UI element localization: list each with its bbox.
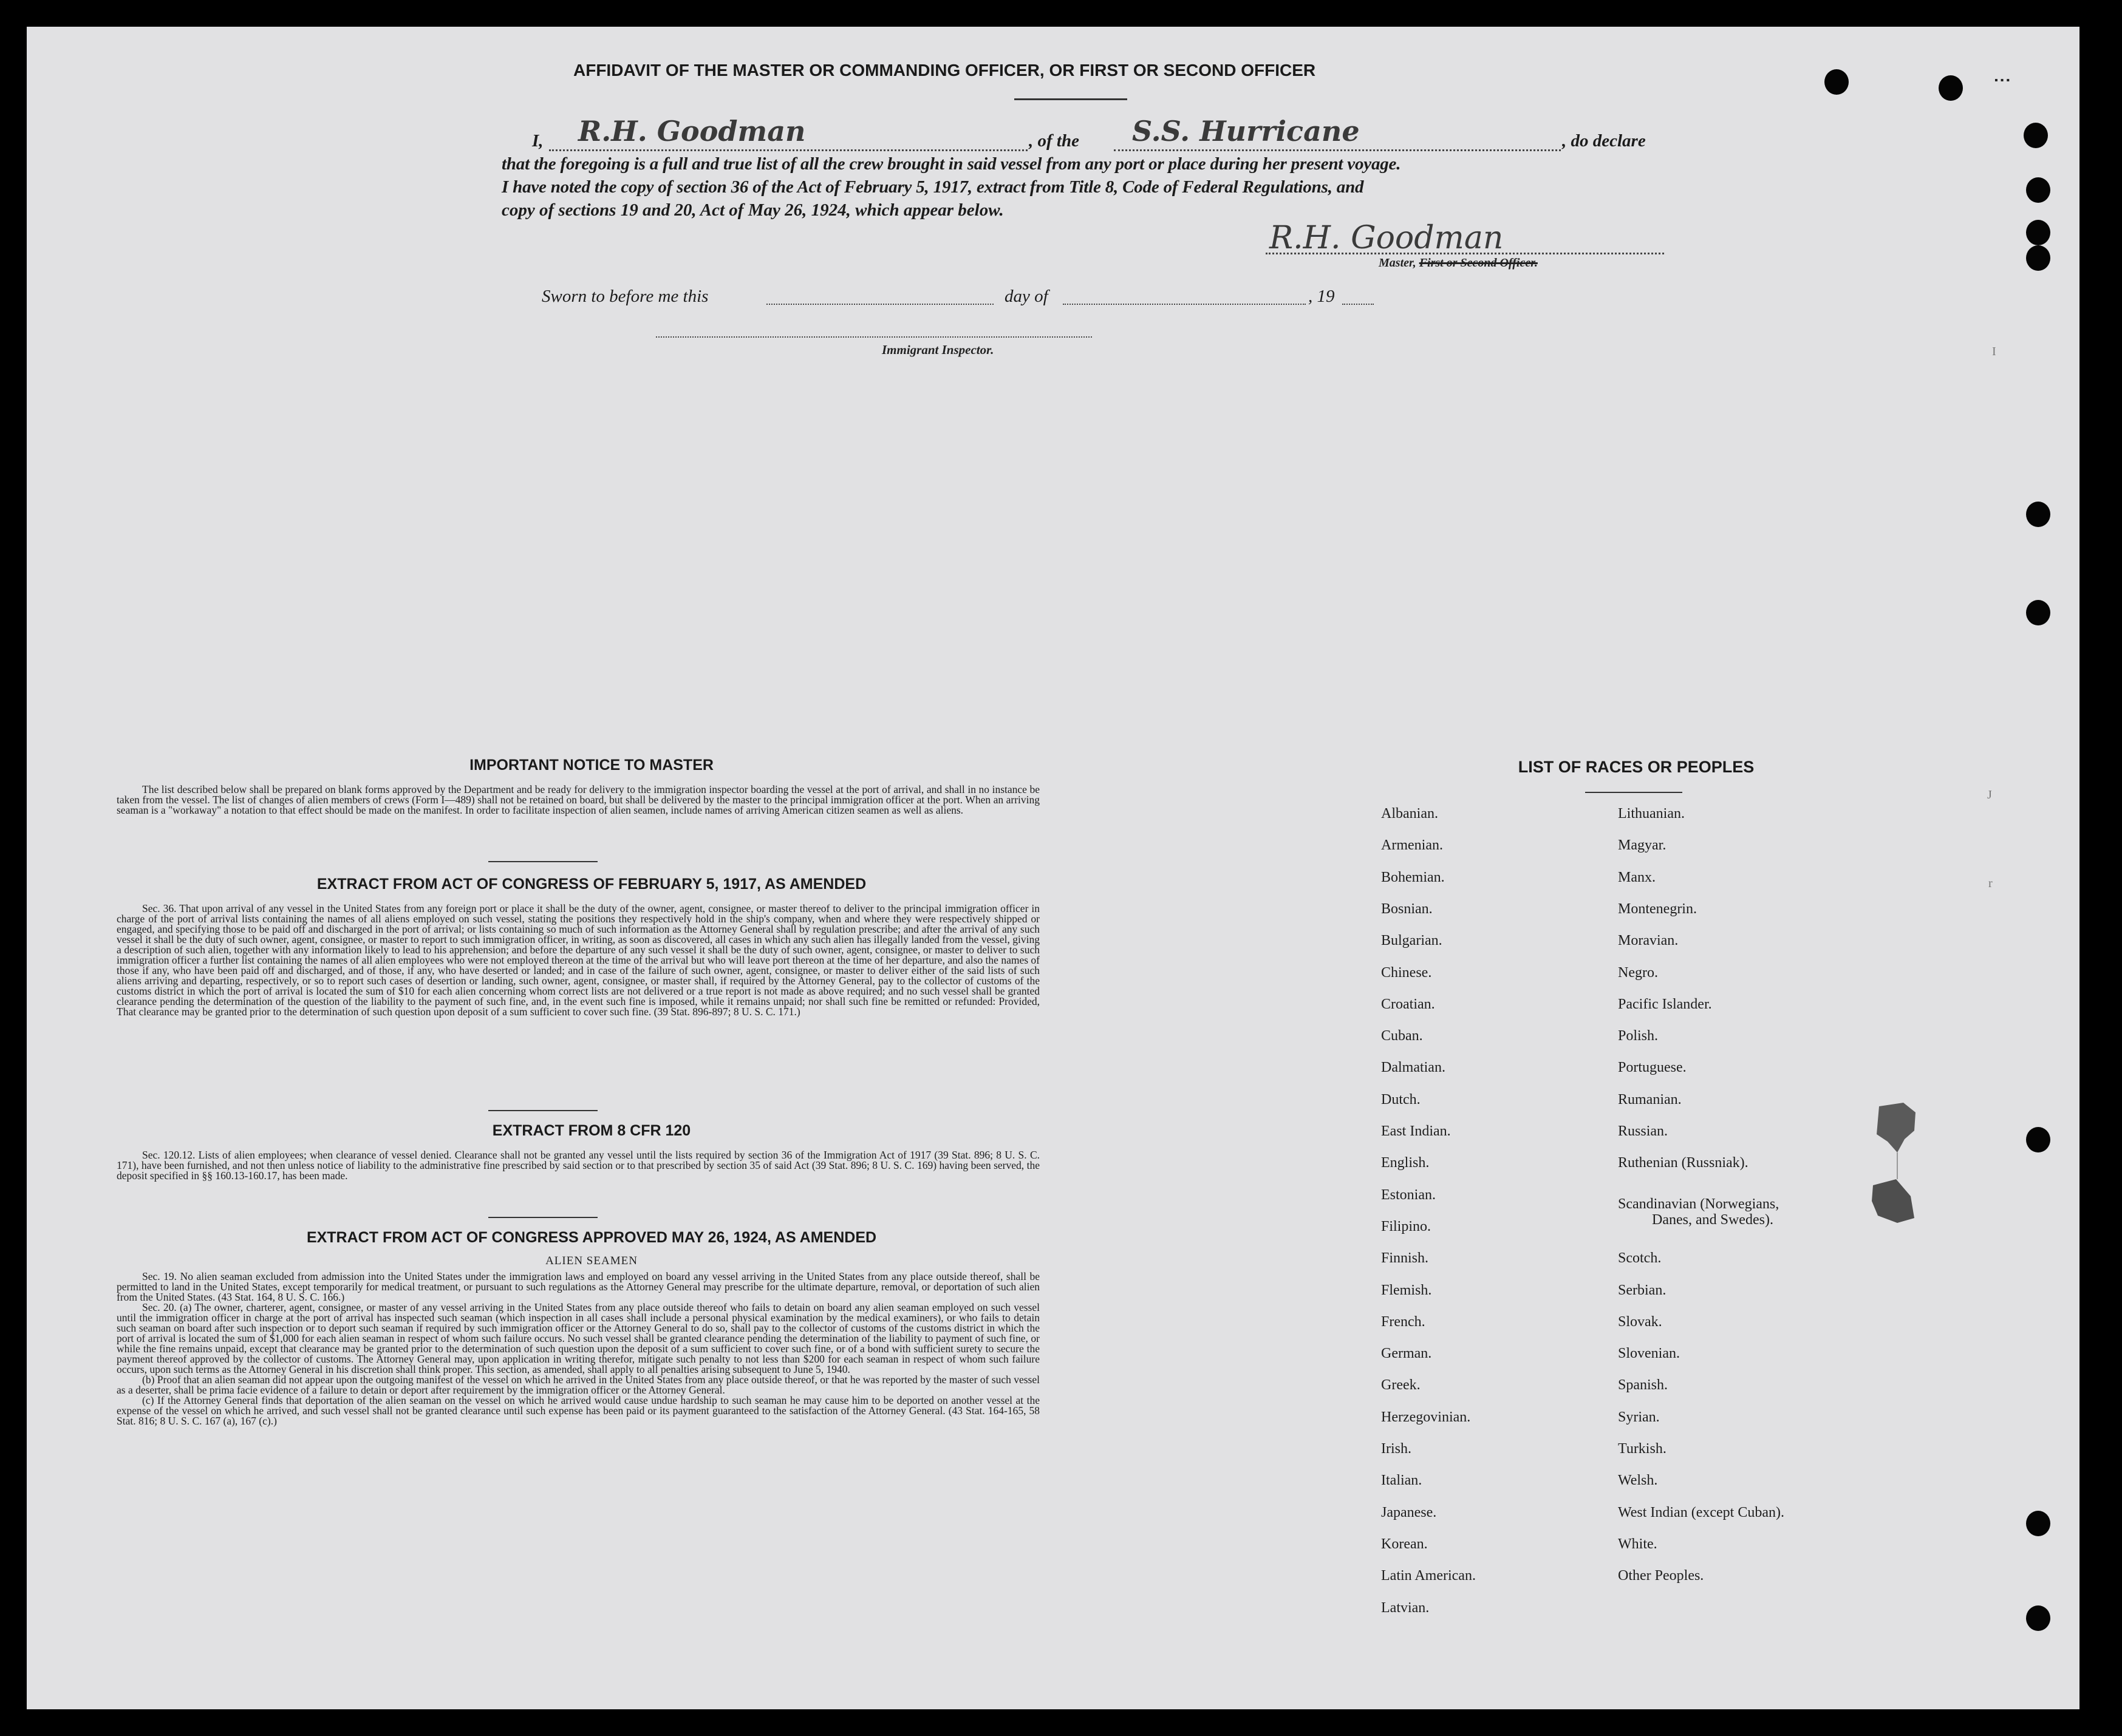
race-item: Lithuanian. [1618,806,1685,822]
race-item: Syrian. [1618,1409,1660,1425]
master-name-handwriting: R.H. Goodman [578,115,806,148]
race-item: Italian. [1381,1472,1422,1488]
races-column-2 [1618,805,1909,1655]
punch-hole [2026,1127,2050,1152]
race-item: Serbian. [1618,1282,1667,1298]
sworn-day-field[interactable] [766,289,994,305]
sworn-year-field[interactable] [1342,289,1374,305]
edge-mark: I [1992,345,1996,358]
race-item: Cuban. [1381,1028,1423,1044]
section-20c-paragraph: (c) If the Attorney General finds that deportation of the alien seaman on the vessel on which he arrived would cause undue hardship to such seaman he may cause him to be deported on another vessel at the expense of the vessel on which he arrived, and such vessel shall not be granted clearance until such expense has been paid or its payment guaranteed to the satisfaction of the Attorney General. (43 Stat. 164-165, 58 Stat. 816; 8 U. S. C. 167 (a), 167 (c).) [117,1394,1040,1427]
section-20b-paragraph: (b) Proof that an alien seaman did not appear upon the outgoing manifest of the vessel on which he arrived in the United States from any place outside thereof, or that he was reported by the master of such vessel as a deserter, shall be prima facie evidence of a failure to detain or deport after requirement by the immigration officer or the Attorney General. [117,1373,1040,1396]
race-item: Polish. [1618,1028,1659,1044]
race-item: Dutch. [1381,1092,1421,1108]
race-item: Chinese. [1381,965,1432,981]
section-120-12-paragraph: Sec. 120.12. Lists of alien employees; when clearance of vessel denied. Clearance shall not be granted any vessel until the lists required by section 36 of the Immigration Act of 1917 (39 Stat. 896; 8 U. S. C. 171), have been furnished, and not then unless notice of liability to the administrative fine prescribed by said section or to that prescribed by section 35 of said Act (39 Stat. 896; 8 U. S. C. 169) having been served, the deposit specified in §§ 160.13-160.17, has been made. [117,1149,1040,1182]
race-item: Manx. [1618,870,1656,885]
race-item: Slovak. [1618,1314,1662,1330]
form-sheet [27,27,2079,1709]
race-item: Danes, and Swedes). [1652,1212,1773,1228]
inspector-label: Immigrant Inspector. [882,342,994,357]
edge-mark: r [1988,877,1993,890]
extract-1917-body [117,904,1040,1017]
punch-hole [2026,1605,2050,1631]
race-item: West Indian (except Cuban). [1618,1505,1784,1520]
punch-hole [2026,245,2050,271]
master-label: Master, [1379,256,1416,270]
race-item: English. [1381,1155,1430,1171]
race-item: Russian. [1618,1123,1668,1139]
race-item: Estonian. [1381,1187,1436,1203]
race-item: Herzegovinian. [1381,1409,1471,1425]
race-item: Bohemian. [1381,870,1445,885]
race-item: Japanese. [1381,1505,1437,1520]
inspector-signature-line[interactable] [656,336,1092,338]
race-item: Scandinavian (Norwegians, [1618,1196,1779,1212]
race-item: Latvian. [1381,1600,1430,1616]
alien-seamen-subtitle: ALIEN SEAMEN [545,1254,638,1267]
sworn-month-field[interactable] [1063,289,1306,305]
sworn-line [542,282,1428,308]
year-label: , 19 [1308,287,1335,306]
notice-body [117,785,1040,815]
race-item: Montenegrin. [1618,901,1697,917]
race-item: Armenian. [1381,837,1443,853]
race-item: Scotch. [1618,1250,1662,1266]
master-signature: R.H. Goodman [1269,220,1504,256]
race-item: Latin American. [1381,1568,1476,1584]
race-item: Portuguese. [1618,1060,1687,1075]
race-item: Moravian. [1618,933,1679,948]
extract-1924-body [117,1271,1040,1426]
vessel-name-handwriting: S.S. Hurricane [1132,115,1360,148]
declaration-line-2: that the foregoing is a full and true list of all the crew brought in said vessel from any port or place during her present voyage. [502,154,1401,174]
race-item: Slovenian. [1618,1346,1680,1361]
struck-officer-label: First or Second Officer. [1419,256,1538,270]
section-36-paragraph: Sec. 36. That upon arrival of any vessel in the United States from any foreign port or place it shall be the duty of the owner, agent, consignee, or master thereof to deliver to the principal immigration officer in charge of the port of arrival lists containing the names of all aliens employed on such vessel, stating the positions they respectively hold in the ship's company, when and where they were respectively shipped or engaged, and specifying those to be paid off and discharged in the port of arrival; or lists containing so much of such information as the Attorney General shall by regulation prescribe; and after the arrival of any such vessel it shall be the duty of such owner, agent, consignee, or master to report to such immigration officer, in writing, as soon as discovered, all cases in which any such alien has illegally landed from the vessel, giving a description of such alien, together with any information likely to lead to his apprehension; and before the departure of any such vessel it shall be the duty of such owner, agent, consignee, or master to deliver to such immigration officer a further list containing the names of all alien employees who were not employed thereon at the time of the arrival but who will leave port thereon at the time of her departure, and also the names of those if any, who have been paid off and discharged, and of those, if any, who have deserted or landed; and in case of the failure of such owner, agent, consignee, or master to deliver either of the said lists of such aliens arriving and departing, respectively, or so to report such cases of desertion or landing, such owner, agent, consignee, or master shall, if required by the Attorney General, pay to the collector of customs of the customs district in which the port of arrival is located the sum of $10 for each alien concerning whom correct lists are not delivered or a true report is not made as above required; and no such vessel shall be granted clearance pending the determination of the question of the liability to the payment of such fine, and, in the event such fine is imposed, while it remains unpaid; nor shall such fine be remitted or refunded: Provided, That clearance may be granted prior to the determination of such question upon deposit of a sum sufficient to cover such fine. (39 Stat. 896-897; 8 U. S. C. 171.) [117,902,1040,1018]
notice-paragraph: The list described below shall be prepared on blank forms approved by the Department and be ready for delivery to the immigration inspector boarding the vessel at the port of arrival, and shall in no instance be taken from the vessel. The list of changes of alien members of crews (Form I—489) shall not be retained on board, but shall be delivered by the master to the principal immigration officer at the port. When an arriving seaman is a "workaway" a notation to that effect should be made on the manifest. In order to facilitate inspection of alien seamen, include names of arriving American citizen seamen as well as aliens. [117,783,1040,816]
divider [488,1217,598,1218]
do-declare-label: , do declare [1562,131,1646,151]
race-item: East Indian. [1381,1123,1451,1139]
edge-mark: J [1987,788,1992,802]
race-item: Negro. [1618,965,1658,981]
sworn-label: Sworn to before me this [542,287,709,306]
races-title: LIST OF RACES OR PEOPLES [1518,758,1755,776]
affidavit-title: AFFIDAVIT OF THE MASTER OR COMMANDING OFFICER, OR FIRST OR SECOND OFFICER [573,61,1316,80]
declaration-line-1 [507,115,1673,155]
race-item: Flemish. [1381,1282,1432,1298]
race-item: French. [1381,1314,1425,1330]
race-item: Filipino. [1381,1219,1431,1234]
section-20a-paragraph: Sec. 20. (a) The owner, charterer, agent, consignee, or master of any vessel arriving in the United States from any place outside thereof who fails to detain on board any alien seaman employed on such vessel until the immigration officer in charge at the port of arrival has inspected such seaman (which inspection in all cases shall include a personal physical examination by the medical examiners), or who fails to detain such seaman on board after such inspection or to deport such seaman if required by such immigration officer or the Attorney General to do so, shall pay to the collector of customs of the customs district in which the port of arrival is located the sum of $1,000 for each alien seaman in respect of whom such failure occurs. No such vessel shall be granted clearance pending the determination of the liability to payment of such fine, or while the fine remains unpaid, except that clearance may be granted prior to the determination of such question upon the deposit of a sum sufficient to cover such fine, or of a bond with sufficient surety to secure the payment thereof approved by the collector of customs. The Attorney General may, upon application in writing therefor, mitigate such penalty to not less than $200 for each seaman in respect of whom such failure occurs, upon such terms as the Attorney General in his discretion shall think proper. This section, as amended, shall apply to all penalties arising subsequent to June 5, 1940. [117,1301,1040,1375]
race-item: Dalmatian. [1381,1060,1445,1075]
extract-cfr-body [117,1150,1040,1181]
edge-mark: ▪ ▪ ▪ [1994,75,2010,86]
race-item: Irish. [1381,1441,1411,1457]
title-rule [1014,98,1127,100]
race-item: Greek. [1381,1377,1421,1393]
punch-hole [2026,177,2050,203]
declaration-line-4: copy of sections 19 and 20, Act of May 26, 1924, which appear below. [502,200,1004,220]
race-item: Rumanian. [1618,1092,1682,1108]
race-item: Albanian. [1381,806,1438,822]
section-19-paragraph: Sec. 19. No alien seaman excluded from admission into the United States under the immigration laws and employed on board any vessel arriving in the United States from any place outside thereof, shall be permitted to land in the United States, except temporarily for medical treatment, or pursuant to such regulations as the Attorney General may prescribe for the ultimate departure, removal, or deportation of such alien from the United States. (43 Stat. 164, 8 U. S. C. 166.) [117,1270,1040,1303]
race-item: Turkish. [1618,1441,1667,1457]
race-item: White. [1618,1536,1657,1552]
race-item: Other Peoples. [1618,1568,1704,1584]
punch-hole [1824,69,1849,95]
race-item: Magyar. [1618,837,1667,853]
race-item: Spanish. [1618,1377,1668,1393]
punch-hole [2026,600,2050,625]
extract-1917-title: EXTRACT FROM ACT OF CONGRESS OF FEBRUARY 5, 1917, AS AMENDED [316,876,867,893]
of-the-label: , of the [1029,131,1079,151]
extract-1924-title: EXTRACT FROM ACT OF CONGRESS APPROVED MAY 26, 1924, AS AMENDED [306,1229,877,1246]
punch-hole [2024,123,2048,148]
punch-hole [1939,75,1963,101]
divider [488,1110,598,1111]
races-title-rule [1585,792,1682,793]
punch-hole [2026,1511,2050,1536]
race-item: German. [1381,1346,1432,1361]
race-item: Pacific Islander. [1618,996,1712,1012]
race-item: Bosnian. [1381,901,1433,917]
declaration-line-3: I have noted the copy of section 36 of the Act of February 5, 1917, extract from Title 8, Code of Federal Regulations, and [502,177,1364,197]
i-label: I, [532,131,544,151]
notice-title: IMPORTANT NOTICE TO MASTER [469,757,714,774]
divider [488,861,598,862]
race-item: Bulgarian. [1381,933,1442,948]
race-item: Finnish. [1381,1250,1429,1266]
signer-title [1379,256,1538,270]
race-item: Welsh. [1618,1472,1658,1488]
races-column-1 [1381,805,1600,1655]
punch-hole [2026,502,2050,527]
day-of-label: day of [1005,287,1048,306]
punch-hole [2026,220,2050,245]
extract-cfr-title: EXTRACT FROM 8 CFR 120 [492,1122,691,1139]
race-item: Ruthenian (Russniak). [1618,1155,1748,1171]
race-item: Korean. [1381,1536,1428,1552]
race-item: Croatian. [1381,996,1435,1012]
